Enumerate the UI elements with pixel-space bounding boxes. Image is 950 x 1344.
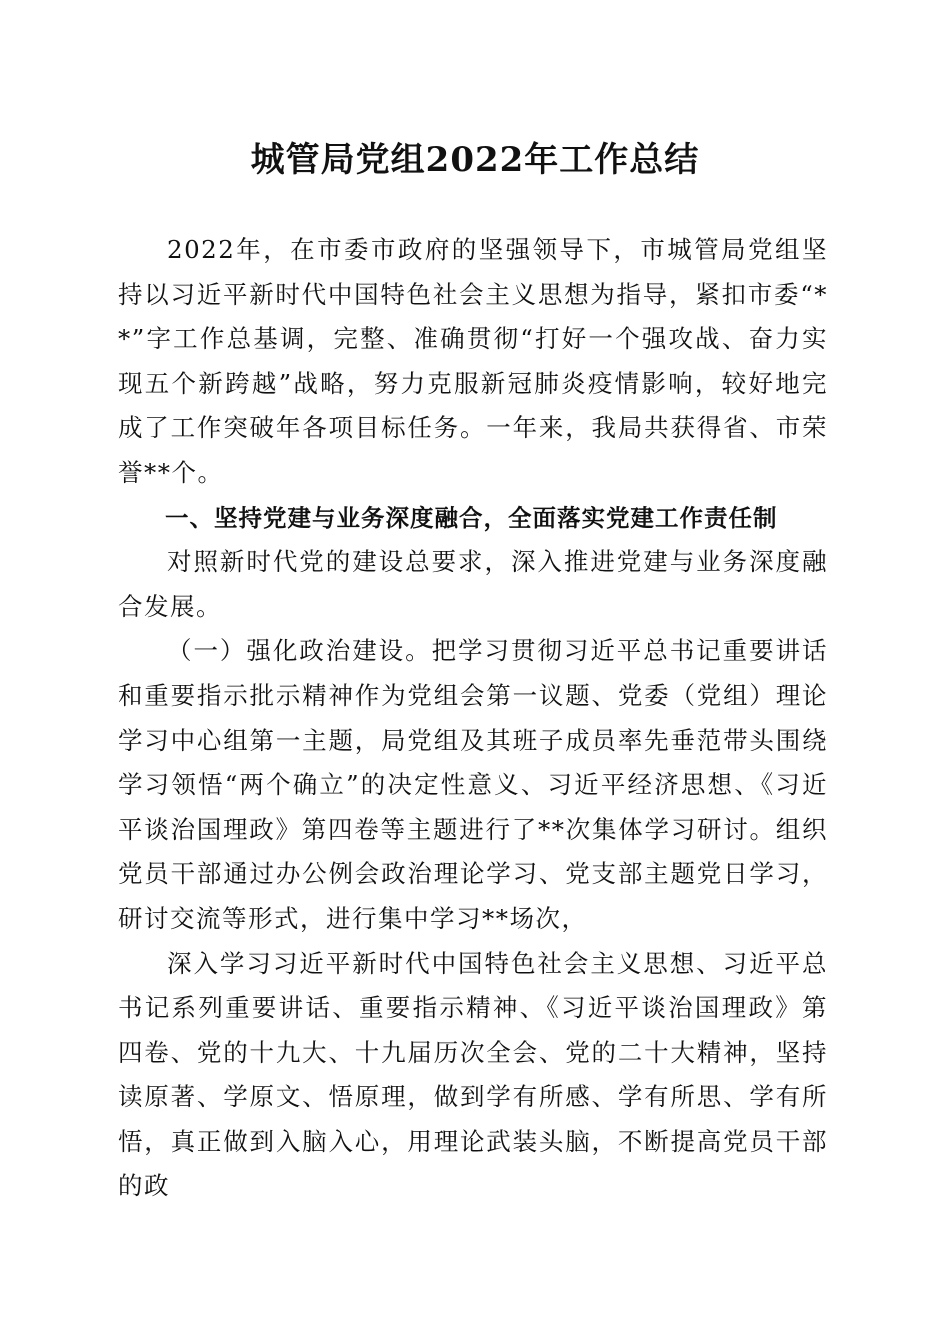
section-intro-paragraph: 对照新时代党的建设总要求，深入推进党建与业务深度融合发展。 <box>118 547 828 621</box>
document-body <box>118 228 828 1209</box>
study-paragraph: 深入学习习近平新时代中国特色社会主义思想、习近平总书记系列重要讲话、重要指示精神、《习近平谈治国理政》第四卷、党的十九大、十九届历次全会、党的二十大精神，坚持读原著、学原文、悟原理，做到学有所感、学有所思、学有所悟，真正做到入脑入心，用理论武装头脑，不断提高党员干部的政 <box>118 948 828 1201</box>
subsection-paragraph: （一）强化政治建设。把学习贯彻习近平总书记重要讲话和重要指示批示精神作为党组会第一议题、党委（党组）理论学习中心组第一主题，局党组及其班子成员率先垂范带头围绕学习领悟“两个确立”的决定性意义、习近平经济思想、《习近平谈治国理政》第四卷等主题进行了**次集体学习研讨。组织党员干部通过办公例会政治理论学习、党支部主题党日学习，研讨交流等形式，进行集中学习**场次， <box>118 636 828 933</box>
document-title: 城管局党组2022年工作总结 <box>250 140 700 180</box>
intro-paragraph: 2022年，在市委市政府的坚强领导下，市城管局党组坚持以习近平新时代中国特色社会主义思想为指导，紧扣市委“**”字工作总基调，完整、准确贯彻“打好一个强攻战、奋力实现五个新跨越”战略，努力克服新冠肺炎疫情影响，较好地完成了工作突破年各项目标任务。一年来，我局共获得省、市荣誉**个。 <box>118 235 828 487</box>
section-heading: 一、坚持党建与业务深度融合，全面落实党建工作责任制 <box>165 503 778 532</box>
